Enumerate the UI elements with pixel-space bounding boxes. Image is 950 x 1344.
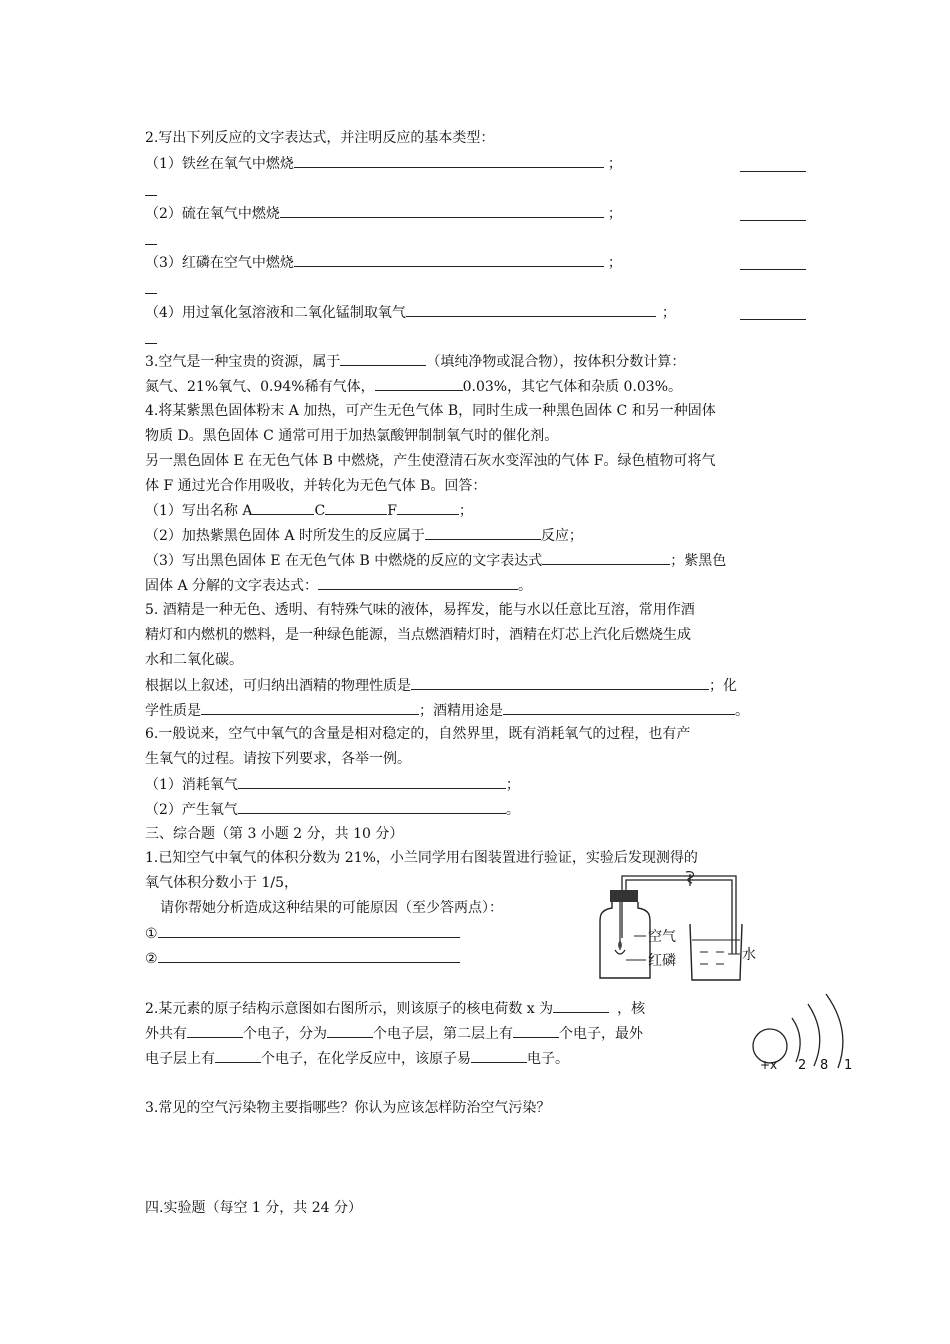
q2-item-2: （2）硫在氧气中燃烧 ； <box>145 203 622 224</box>
answer-blank[interactable] <box>252 500 314 515</box>
c1-line-1: 1.已知空气中氧气的体积分数为 21%，小兰同学用右图装置进行验证，实验后发现测得的 <box>145 850 698 866</box>
water-label: 水 <box>742 947 756 963</box>
answer-blank[interactable] <box>406 302 656 317</box>
q2-item-label: （2）硫在氧气中燃烧 <box>145 206 280 222</box>
q5-line-4: 根据以上叙述，可归纳出酒精的物理性质是 ；化 <box>145 675 737 696</box>
electron-shell-1 <box>792 1018 800 1062</box>
q4-sub-4: 固体 A 分解的文字表达式： 。 <box>145 575 532 596</box>
answer-blank[interactable] <box>215 1048 261 1063</box>
shell-1-electrons: 2 <box>798 1058 807 1073</box>
answer-blank[interactable] <box>294 252 604 267</box>
c1-line-2: 氧气体积分数小于 1/5， <box>145 875 298 891</box>
q2-title: 2.写出下列反应的文字表达式，并注明反应的基本类型： <box>145 130 495 146</box>
q6-line-1: 6.一般说来，空气中氧气的含量是相对稳定的，自然界里，既有消耗氧气的过程，也有产 <box>145 726 691 742</box>
answer-blank[interactable] <box>471 1048 527 1063</box>
q4-sub-2: （2）加热紫黑色固体 A 时所发生的反应属于 反应； <box>145 525 583 546</box>
c2-line-1: 2.某元素的原子结构示意图如右图所示，则该原子的核电荷数 x 为 ，核 <box>145 998 645 1019</box>
electron-shell-3 <box>826 994 843 1068</box>
answer-blank[interactable] <box>425 525 541 540</box>
air-label: 空气 <box>648 929 676 945</box>
c2-line-2: 外共有 个电子，分为 个电子层，第二层上有 个电子，最外 <box>145 1023 643 1044</box>
apparatus-figure <box>590 868 780 988</box>
answer-blank[interactable] <box>503 700 735 715</box>
q5-line-2: 精灯和内燃机的燃料，是一种绿色能源，当点燃酒精灯时，酒精在灯芯上汽化后燃烧生成 <box>145 627 691 643</box>
answer-blank[interactable] <box>158 923 460 938</box>
answer-blank[interactable] <box>513 1023 559 1038</box>
section-4-title: 四.实验题（每空 1 分，共 24 分） <box>145 1200 362 1216</box>
answer-blank[interactable] <box>318 575 518 590</box>
c1-answer-1: ① <box>145 923 460 944</box>
q4-sub-1: （1）写出名称 A C F ； <box>145 500 473 521</box>
answer-blank[interactable] <box>325 500 387 515</box>
type-blank[interactable] <box>740 219 806 221</box>
electron-shell-2 <box>808 1004 820 1066</box>
type-blank-wrap <box>145 292 157 294</box>
q3-line-2: 氮气、21%氧气、0.94%稀有气体， 0.03%，其它气体和杂质 0.03%。 <box>145 376 682 397</box>
q5-line-1: 5. 酒精是一种无色、透明、有特殊气味的液体，易挥发，能与水以任意比互溶，常用作酒 <box>145 602 695 618</box>
answer-blank[interactable] <box>375 376 463 391</box>
q4-line-3: 另一黑色固体 E 在无色气体 B 中燃烧，产生使澄清石灰水变浑浊的气体 F。绿色植物可将气 <box>145 453 716 469</box>
answer-blank[interactable] <box>411 675 709 690</box>
type-blank[interactable] <box>740 268 806 270</box>
q2-item-3: （3）红磷在空气中燃烧 ； <box>145 252 622 273</box>
c1-line-3: 请你帮她分析造成这种结果的可能原因（至少答两点）： <box>160 900 503 916</box>
phosphorus-flame <box>618 940 622 949</box>
q5-line-5: 学性质是 ；酒精用途是 。 <box>145 700 749 721</box>
c1-answer-2: ② <box>145 948 460 969</box>
phosphorus-label: 红磷 <box>648 953 676 969</box>
q2-item-4: （4）用过氧化氢溶液和二氧化锰制取氧气 ； <box>145 302 676 323</box>
q2-item-label: （1）铁丝在氧气中燃烧 <box>145 156 294 172</box>
q5-line-3: 水和二氧化碳。 <box>145 652 243 668</box>
answer-blank[interactable] <box>280 203 604 218</box>
nucleus-charge: +x <box>760 1058 778 1072</box>
answer-blank[interactable] <box>327 1023 373 1038</box>
shell-2-electrons: 8 <box>820 1058 829 1073</box>
answer-blank[interactable] <box>340 351 426 366</box>
answer-blank[interactable] <box>542 550 670 565</box>
stopper <box>610 890 638 902</box>
q6-sub-2: （2）产生氧气 。 <box>145 799 520 820</box>
q4-line-4: 体 F 通过光合作用吸收，并转化为无色气体 B。回答： <box>145 478 487 494</box>
q3-line-1: 3.空气是一种宝贵的资源，属于 （填纯净物或混合物），按体积分数计算： <box>145 351 685 372</box>
atom-structure-diagram <box>748 988 868 1078</box>
answer-blank[interactable] <box>238 799 506 814</box>
q2-item-label: （4）用过氧化氢溶液和二氧化锰制取氧气 <box>145 305 406 321</box>
c2-line-3: 电子层上有 个电子，在化学反应中，该原子易 电子。 <box>145 1048 569 1069</box>
answer-blank[interactable] <box>397 500 459 515</box>
answer-blank[interactable] <box>201 700 419 715</box>
answer-blank[interactable] <box>553 998 609 1013</box>
q2-item-1: （1）铁丝在氧气中燃烧 ； <box>145 153 622 174</box>
answer-blank[interactable] <box>294 153 604 168</box>
section-3-title: 三、综合题（第 3 小题 2 分，共 10 分） <box>145 826 404 842</box>
answer-blank[interactable] <box>158 948 460 963</box>
q6-sub-1: （1）消耗氧气 ； <box>145 774 520 795</box>
q4-sub-3: （3）写出黑色固体 E 在无色气体 B 中燃烧的反应的文字表达式 ；紫黑色 <box>145 550 726 571</box>
q4-line-1: 4.将某紫黑色固体粉末 A 加热，可产生无色气体 B，同时生成一种黑色固体 C 和另一种固体 <box>145 403 716 419</box>
type-blank-wrap <box>145 342 157 344</box>
c3-line: 3.常见的空气污染物主要指哪些？你认为应该怎样防治空气污染？ <box>145 1100 551 1116</box>
q2-item-label: （3）红磷在空气中燃烧 <box>145 255 294 271</box>
type-blank-wrap <box>145 194 157 196</box>
q6-line-2: 生氧气的过程。请按下列要求，各举一例。 <box>145 751 411 767</box>
type-blank-wrap <box>145 243 157 245</box>
q4-line-2: 物质 D。黑色固体 C 通常可用于加热氯酸钾制制氧气时的催化剂。 <box>145 428 559 444</box>
shell-3-electrons: 1 <box>844 1058 853 1073</box>
type-blank[interactable] <box>740 170 806 172</box>
answer-blank[interactable] <box>238 774 506 789</box>
answer-blank[interactable] <box>187 1023 243 1038</box>
type-blank[interactable] <box>740 318 806 320</box>
